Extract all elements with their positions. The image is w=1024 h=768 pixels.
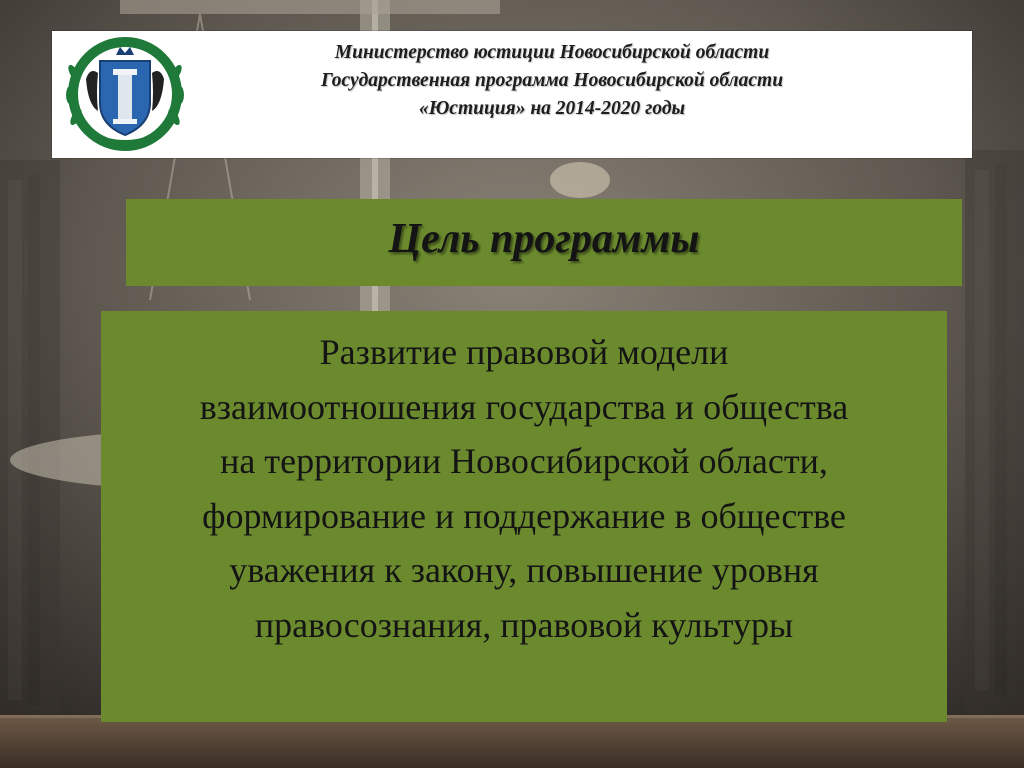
title-panel bbox=[126, 199, 962, 286]
goal-line: Развитие правовой модели bbox=[319, 332, 729, 372]
ministry-name: Министерство юстиции Новосибирской области bbox=[334, 42, 770, 63]
program-years: «Юстиция» на 2014-2020 годы bbox=[418, 98, 686, 119]
goal-panel bbox=[101, 311, 947, 722]
goal-line: правосознания, правовой культуры bbox=[254, 604, 794, 645]
header-text bbox=[202, 39, 902, 123]
program-name: Государственная программа Новосибирской области bbox=[320, 70, 784, 91]
goal-text bbox=[101, 325, 947, 652]
slide-title: Цель программы bbox=[388, 216, 700, 262]
header-banner bbox=[52, 31, 972, 158]
justice-emblem-icon bbox=[60, 33, 190, 155]
goal-line: взаимоотношения государства и общества bbox=[199, 386, 849, 427]
goal-line: формирование и поддержание в обществе bbox=[202, 495, 846, 536]
goal-line: на территории Новосибирской области, bbox=[220, 441, 828, 481]
goal-line: уважения к закону, повышение уровня bbox=[229, 550, 819, 590]
